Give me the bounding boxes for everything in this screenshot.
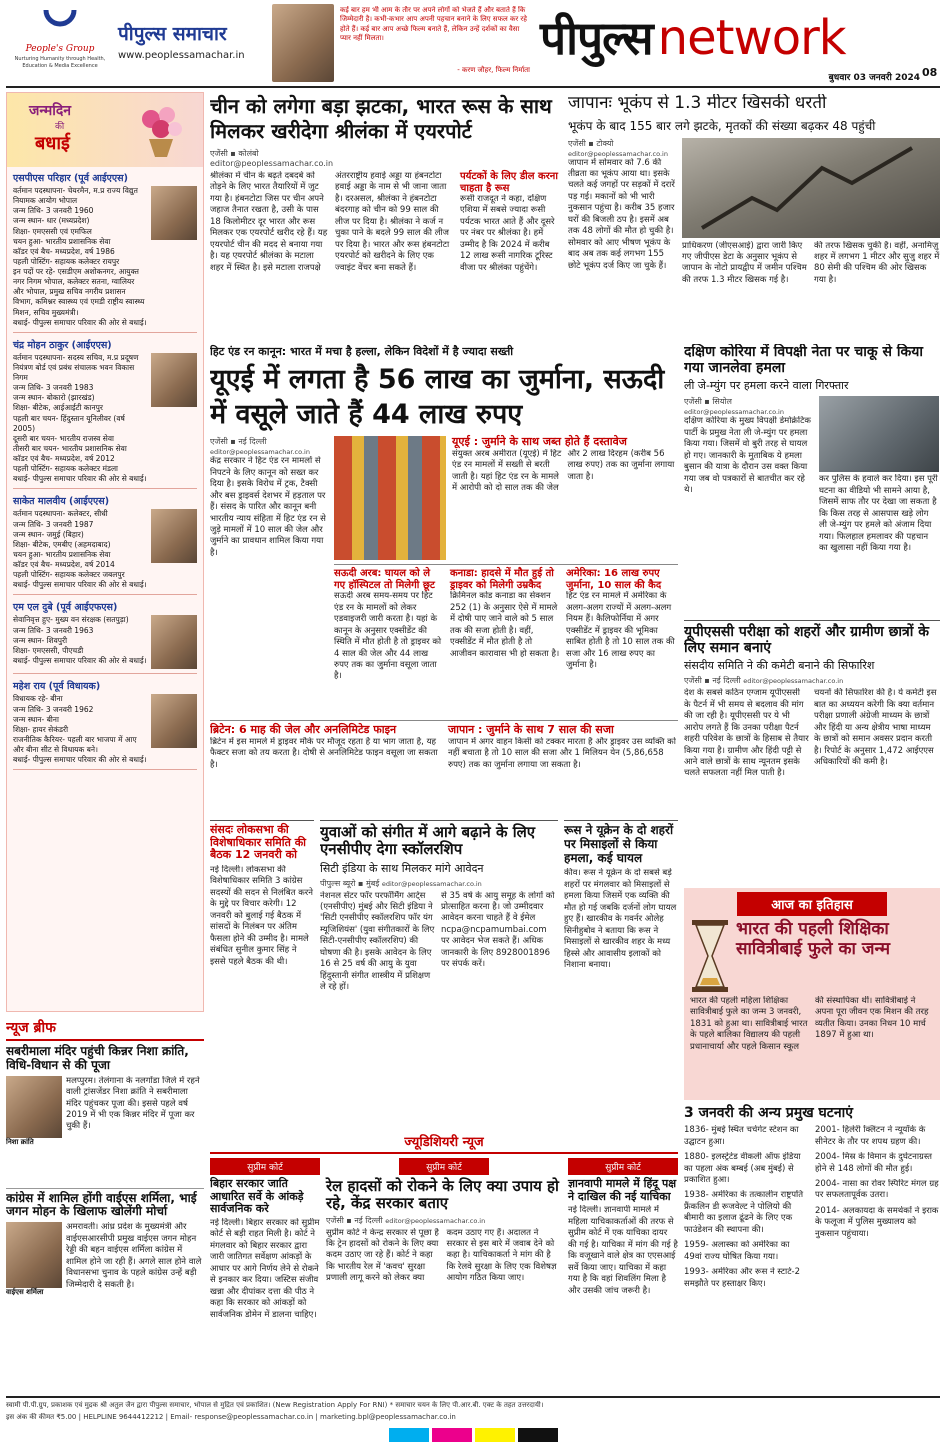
history-banner: आज का इतिहास <box>737 892 887 916</box>
birthday-list <box>7 167 203 779</box>
japan-story <box>568 94 940 338</box>
britain-body: ब्रिटेन में इस मामले में ड्राइवर मौके पर मौजूद रहता है या भाग जाता है, यह फैक्टर सजा को तय करता है। दोषी से अनलिमिटेड फाइन वसूला जा सकता है। <box>210 736 438 770</box>
birthday-detail: जन्म स्थान- धार (मध्यप्रदेश) <box>13 216 90 226</box>
brand-small-title: पीपुल्स समाचार <box>118 23 227 45</box>
birthday-detail: चयन हुआ- भारतीय प्रशासनिक सेवा <box>13 549 111 559</box>
story-subhead: ली जे-म्युंग पर हमला करने वाला गिरफ्तार <box>684 379 849 393</box>
brief-body: मलप्पुरम। तेलंगाना के नलगोंडा जिले में रहने वाली ट्रांसजेंडर निशा क्रांति ने सबरीमाला मंदिर पहुंचकर पूजा की। इससे पहले वर्ष 2019 में भी एक किन्नर मंदिर में पूजा कर चुकी हैं। <box>66 1075 200 1132</box>
story-body: नेशनल सेंटर फॉर परफॉर्मिंग आर्ट्स (एनसीपीए) मुंबई और सिटी इंडिया ने 'सिटी एनसीपीए स्कॉलरशिप फॉर यंग म्यूजिशियंस' (युवा संगीतकारों के लिए सिटी-एनसीपीए स्कॉलरशिप) की घोषणा की है। इसके आवेदन के लिए 16 से 25 वर्ष की आयु के युवा हिंदुस्तानी संगीत शास्त्रीय में प्रशिक्षण ले रहे हों। <box>320 890 435 993</box>
story-headline: यूपीएससी परीक्षा को शहरों और ग्रामीण छात्रों के लिए समान बनाएं <box>684 624 929 657</box>
story-subbody: रूसी राजदूत ने कहा, दक्षिण एशिया में सबसे ज्यादा रूसी पर्यटक भारत आते हैं और दूसरे पर नंबर पर श्रीलंका है। हमें उम्मीद है कि 2024 में करीब 12 लाख रूसी नागरिक टूरिस्ट वीजा पर श्रीलंका पहुंचेंगे। <box>460 194 555 273</box>
story-body: जापान में सोमवार को 7.6 की तीव्रता का भूकंप आया था। इसके चलते कई जगहों पर सड़कों में दरारें पड़ गई। मकानों को भी भारी नुकसान पहुंचा है। करीब 35 हजार घरों की बिजली ठप है। इसमें अब तक 48 लोगों की मौत हो चुकी है। सोमवार को आए भीषण भूकंप के बाद अब तक कई लगभग 155 छोटे भूकंप दर्ज किए जा चुके हैं। <box>568 157 675 271</box>
birthday-detail: विधायक रहे- बीना <box>13 694 63 704</box>
byline-city: सियोल <box>712 397 732 407</box>
issue-date: बुधवार 03 जनवरी 2024 <box>828 73 920 83</box>
history-event: 1993- अमेरिका और रूस ने स्टार्ट-2 समझौते पर हस्ताक्षर किए। <box>684 1267 800 1289</box>
birthday-person-name: एम एल दुबे (पूर्व आईएफएस) <box>13 602 118 614</box>
byline-city: नई दिल्ली <box>354 1215 383 1225</box>
birthday-entry <box>13 600 197 674</box>
byline-agency: एजेंसी <box>568 138 586 148</box>
network-title-english: network <box>657 10 846 66</box>
news-brief-item <box>6 1188 204 1335</box>
judiciary-banner: ज्यूडिशियरी न्यूज <box>210 1132 678 1154</box>
story-subhead: भूकंप के बाद 155 बार लगे झटके, मृतकों की संख्या बढ़कर 48 पहुंची <box>568 118 876 133</box>
birthday-detail: जन्म तिथि- 3 जनवरी 1987 <box>13 519 94 529</box>
birthday-person-name: साकेत मालवीय (आईएएस) <box>13 496 110 508</box>
birthday-detail: चयन हुआ- भारतीय प्रशासनिक सेवा <box>13 236 111 246</box>
footer-line-2: इस अंक की कीमत ₹5.00 | HELPLINE 9644412212 | Email- response@peoplessamachar.co.in | marketing.bpl@peoplessamachar.co.in <box>6 1413 456 1421</box>
byline-email: editor@peoplessamachar.co.in <box>210 448 310 457</box>
brief-photo-caption: वाईएस शर्मिला <box>6 1288 44 1297</box>
birthday-detail: सेवानिवृत्त हुए- मुख्य वन संरक्षक (सतपुड़ा) <box>13 615 129 625</box>
color-registration-bar <box>6 1428 940 1442</box>
birthday-detail: बधाई- पीपुल्स समाचार परिवार की ओर से बधाई। <box>13 755 147 765</box>
story-body-2: प्राधिकरण (जीएसआई) द्वारा जारी किए गए जीपीएस डेटा के अनुसार भूकंप से जापान के नोटो प्रायद्वीप में जमीन पश्चिम की तरफ 1.3 मीटर खिसक गई है। <box>682 240 807 285</box>
events-left-list <box>684 1125 809 1294</box>
birthday-banner <box>7 93 203 167</box>
bihar-head: बिहार सरकार जाति आधारित सर्वे के आंकड़े सार्वजनिक करे <box>210 1177 304 1216</box>
birthday-detail: जन्म तिथि- 3 जनवरी 1983 <box>13 383 94 393</box>
birthday-detail: वर्तमान पदस्थापना- कलेक्टर, सीधी <box>13 509 108 519</box>
byline-email: editor@peoplessamachar.co.in <box>210 159 334 168</box>
story-byline: पीपुल्स ब्यूरो ▪ मुंबई editor@peoplessamachar.co.in <box>320 878 482 888</box>
birthday-column <box>6 92 204 1012</box>
footer <box>6 1396 940 1450</box>
birthday-person-name: महेश राय (पूर्व विधायक) <box>13 681 101 693</box>
birthday-detail: जन्म स्थान- बोकारो (झारखंड) <box>13 393 95 403</box>
birthday-person-photo <box>151 694 197 748</box>
brief-headline: सबरीमाला मंदिर पहुंची किन्नर निशा क्रांति, विधि-विधान से की पूजा <box>6 1044 189 1072</box>
network-title-hindi: पीपुल्स <box>540 11 653 65</box>
birthday-detail: शिक्षा- बीटेक, आईआईटी कानपुर <box>13 403 103 413</box>
usa-body: हिट एंड रन मामले में अमेरिका के अलग-अलग राज्यों में अलग-अलग नियम हैं। कैलिफोर्निया में अगर एक्सीडेंट में ड्राइवर की भूमिका साबित होती है तो 10 साल तक की सजा और 16 लाख रुपए का जुर्माना है। <box>566 591 675 670</box>
birthday-detail: पहली बार चयन- हिंदुस्तान यूनिलीवर (वर्ष 2005) <box>13 413 125 433</box>
saudi-head: सऊदी अरब: घायल को ले गए हॉस्पिटल तो मिलेगी छूट <box>334 568 435 591</box>
uae-head: यूएई : जुर्माने के साथ जब्त होते हैं दस्तावेज <box>452 435 627 449</box>
story-body: दक्षिण कोरिया के मुख्य विपक्षी डेमोक्रेटिक पार्टी के प्रमुख नेता ली जे-म्युंग पर हमला किया गया। जिसमें वो बुरी तरह से घायल हो गए। जानकारी के मुताबिक ये हमला बुसान की यात्रा के दौरान उस वक्त किया गया जब वो पत्रकारों से बातचीत कर रहे थे। <box>684 416 811 495</box>
saudi-body: सऊदी अरब समय-समय पर हिट एंड रन के मामलों को लेकर एडवाइजरी जारी करता है। यहां के कानून के अनुसार एक्सीडेंट की स्थिति में मौत होती है तो ड्राइवर को 4 साल की जेल और 44 लाख रुपए तक का जुर्माना वसूला जाता है। <box>334 591 442 682</box>
flower-bouquet-icon <box>131 99 191 159</box>
birthday-detail: पहली पोस्टिंग- सहायक कलेक्टर रायपुर <box>13 256 120 266</box>
road-crack-icon <box>682 138 940 238</box>
judiciary-section <box>210 1132 678 1390</box>
story-kicker: हिट एंड रन कानून: भारत में मचा है हल्ला, लेकिन विदेशों में है ज्यादा सख्ती <box>210 345 514 358</box>
birthday-entry <box>13 171 197 333</box>
story-body: श्रीलंका में चीन के बढ़ते दबदबे को तोड़ने के लिए भारत तैयारियों में जुट गया है। हंबनटोटा जिस पर चीन अपने जहाज तैनात रखता है, उसी के पास 18 किलोमीटर दूर भारत और रूस मिलकर एक एयरपोर्ट खरीद रहे हैं। यह एयरपोर्ट चीन की मदद से बनाया गया है। यह एयरपोर्ट श्रीलंका के मटाला शहर में स्थित है। इसे मटाला राजपक्षे अंतरराष्ट्रीय हवाई अड्डा या हंबनटोटा हवाई अड्डा के नाम से भी जाना जाता है। दरअसल, श्रीलंका ने हंबनटोटा बंदरगाह को चीन को 99 साल की लीज पर दिया है। श्रीलंका ने कर्ज न चुका पाने के बदले 99 साल की लीज पर दिया है। भारत और रूस हंबनटोटा एयरपोर्ट को खरीदने के लिए एक ज्वाइंट वेंचर बना सकते हैं। <box>210 171 450 273</box>
byline-city: मुंबई <box>366 878 380 888</box>
trucks-strike-photo <box>334 436 446 560</box>
website-link[interactable]: www.peoplessamachar.in <box>118 50 245 61</box>
brief-photo <box>6 1222 62 1288</box>
rail-byline: एजेंसी ▪ नई दिल्ली editor@peoplessamachar.co.in <box>326 1215 486 1225</box>
gyan-head: ज्ञानवापी मामले में हिंदू पक्ष ने दाखिल की नई याचिका <box>568 1177 677 1203</box>
story-headline: रूस ने यूक्रेन के दो शहरों पर मिसाइलों से किया हमला, कई घायल <box>564 823 674 865</box>
birthday-entry <box>13 338 197 490</box>
story-headline: चीन को लगेगा बड़ा झटका, भारत रूस के साथ मिलकर खरीदेगा श्रीलंका में एयरपोर्ट <box>210 94 552 143</box>
brand-small <box>118 20 268 61</box>
events-right-list <box>815 1125 940 1294</box>
byline-agency: एजेंसी <box>210 437 228 447</box>
birthday-detail: शिक्षा- एमएससी, पीएचडी <box>13 645 84 655</box>
story-subhead: संसदीय समिति ने की कमेटी बनाने की सिफारिश <box>684 659 875 673</box>
birthday-person-photo <box>151 509 197 563</box>
story-headline: संसदः लोकसभा की विशेषाधिकार समिति की बैठक 12 जनवरी को <box>210 823 306 862</box>
brief-body: अमरावती। आंध्र प्रदेश के मुख्यमंत्री और वाईएसआरसीपी प्रमुख वाईएस जगन मोहन रेड्डी की बहन वाईएस शर्मिला कांग्रेस में शामिल होने जा रही हैं। अगले साल होने वाले विधानसभा चुनाव के पहले कांग्रेस उन्हें बड़ी जिम्मेदारी दे सकती है। <box>66 1222 202 1290</box>
upsc-story <box>684 620 940 882</box>
birthday-detail: बधाई- पीपुल्स समाचार परिवार की ओर से बधाई। <box>13 474 147 484</box>
birthday-detail: बधाई- पीपुल्स समाचार परिवार की ओर से बधाई। <box>13 580 147 590</box>
birthday-detail: इन पदों पर रहे- एसडीएम अशोकनगर, आयुक्त नगर निगम भोपाल, कलेक्टर सतना, ग्वालियर और भोपाल, प्रमुख सचिव नगरीय प्रशासन विभाग, कमिश्नर स्वास्थ्य एवं एमडी राष्ट्रीय स्वास्थ्य मिशन, सचिव मुख्यमंत्री। <box>13 267 145 317</box>
history-box <box>684 888 940 1100</box>
birthday-detail: वर्तमान पदस्थापना- चेयरमैन, म.प्र राज्य विद्युत नियामक आयोग भोपाल <box>13 186 138 206</box>
birthday-detail: जन्म स्थान- जमुई (बिहार) <box>13 529 84 539</box>
news-brief <box>6 1018 204 1388</box>
earthquake-road-photo <box>682 138 940 238</box>
birthday-title-top: जन्मदिन <box>29 103 72 119</box>
brief-photo <box>6 1076 62 1138</box>
rail-body: सुप्रीम कोर्ट ने केन्द्र सरकार से पूछा है कि ट्रेन हादसों को रोकने के लिए क्या कदम उठाए जा रहे हैं। कोर्ट ने कहा कि भारतीय रेल में 'कवच' सुरक्षा प्रणाली लागू करने को लेकर क्या कदम उठाए गए हैं। अदालत ने सरकार से इस बारे में जवाब देने को कहा है। याचिकाकर्ता ने मांग की है कि रेलवे सुरक्षा के लिए एक विशेषज्ञ आयोग गठित किया जाए। <box>326 1227 557 1284</box>
peoples-group-logo <box>10 6 110 84</box>
birthday-detail: बधाई- पीपुल्स समाचार परिवार की ओर से बधाई। <box>13 655 147 665</box>
korea-story <box>684 344 940 614</box>
story-headline: युवाओं को संगीत में आगे बढ़ाने के लिए एनसीपीए देगा स्कॉलरशिप <box>320 823 536 859</box>
birthday-detail: पहली पोस्टिंग- सहायक कलेक्टर मंडला <box>13 464 118 474</box>
byline-city: नई दिल्ली <box>712 676 741 686</box>
story-byline: एजेंसी ▪ सियोल editor@peoplessamachar.co.in <box>684 397 784 417</box>
quote-author-photo <box>272 4 334 82</box>
birthday-detail: पहली पोस्टिंग- सहायक कलेक्टर जबलपुर <box>13 570 125 580</box>
birthday-detail: कॉडर एवं बैच- मध्यप्रदेश, वर्ष 2012 <box>13 454 115 463</box>
byline-city: कोलंबो <box>238 149 259 158</box>
birthday-detail: राजनीतिक कैरियर- पहली बार भाजपा में आए और बीना सीट से विधायक बने। <box>13 734 137 754</box>
music-story <box>320 820 558 1146</box>
birthday-detail: कॉडर एवं बैच- मध्यप्रदेश, वर्ष 2014 <box>13 560 115 569</box>
story-body-2: से 35 वर्ष के आयु समूह के लोगों को प्रोत्साहित करना है। जो उम्मीदवार आवेदन करना चाहते हैं वे ईमेल ncpa@ncpamumbai.com पर आवेदन भेज सकते हैं। अधिक जानकारी के लिए 8928001896 पर संपर्क करें। <box>441 890 555 970</box>
attack-photo <box>819 396 939 472</box>
history-event: 2001- हिलेरी क्लिंटन ने न्यूयॉर्क के सीनेटर के तौर पर शपथ ग्रहण की। <box>815 1125 926 1147</box>
quote-text: कई बार हम भी आम के तौर पर अपने लोगों को भेजते हैं और बताते हैं कि जिम्मेदारी है। कभी-कभार आप अपनी पहचान बनाने के लिए सफल कर रहे होते हैं। कई बार आप अच्छे फिल्म बनाते हैं, लेकिन उन्हें दर्शकों का वैसा प्यार नहीं मिलता। <box>340 6 528 43</box>
bihar-body: नई दिल्ली। बिहार सरकार को सुप्रीम कोर्ट से बड़ी राहत मिली है। कोर्ट ने मंगलवार को बिहार सरकार द्वारा जारी जातिगत सर्वेक्षण आंकड़ों के आधार पर आगे निर्णय लेने से रोकने से इनकार कर दिया। जस्टिस संजीव खन्ना और दीपांकर दत्ता की पीठ ने कहा कि सरकार को आंकड़ों को सार्वजनिक डोमेन में डालना चाहिए। <box>210 1217 320 1320</box>
story-byline: एजेंसी ▪ टोक्यो editor@peoplessamachar.co.in <box>568 138 668 158</box>
japan-law-body: जापान में अगर वाहन किसी को टक्कर मारता है और ड्राइवर उस व्यक्ति को नहीं बचाता है तो 10 साल की सजा और 1 मिलियन येन (5,86,658 रुपए) तक का जुर्माना लगाया जा सकता है। <box>448 736 676 770</box>
birthday-person-name: एसपीएस परिहार (पूर्व आईएएस) <box>13 173 128 184</box>
birthday-detail: शिक्षा- बीटेक, एमबीए (अहमदाबाद) <box>13 539 111 549</box>
history-event: 1836- मुंबई स्थित चर्चगेट स्टेशन का उद्घाटन हुआ। <box>684 1125 799 1147</box>
bihar-tag: सुप्रीम कोर्ट <box>210 1158 320 1175</box>
usa-head: अमेरिका: 16 लाख रुपए जुर्माना, 10 साल की कैद <box>566 568 662 591</box>
canada-body: क्रिमिनल कोड कनाडा का सेक्शन 252 (1) के अनुसार ऐसे में मामले में दोषी पाए जाने वाले को 5 साल तक की सजा होती है। वहीं, एक्सीडेंट में मौत होती है तो आजीवन कारावास भी हो सकता है। <box>450 591 560 659</box>
britain-head: ब्रिटेन: 6 माह की जेल और अनलिमिटेड फाइन <box>210 723 397 737</box>
canada-head: कनाडा: हादसे में मौत हुई तो ड्राइवर को मिलेगी उम्रकैद <box>450 568 554 591</box>
story-subhead: पर्यटकों के लिए डील करना चाहता है रूस <box>460 171 558 194</box>
history-body: भारत की पहली महिला शिक्षिका सावित्रीबाई फुले का जन्म 3 जनवरी, 1831 को हुआ था। सावित्रीबाई भारत के पहले बालिका विद्यालय की पहली प्रधानाचार्या और पहले किसान स्कूल की संस्थापिका थीं। सावित्रीबाई ने अपना पूरा जीवन एक मिशन की तरह व्यतीत किया। उनका निधन 10 मार्च 1897 में हुआ था। <box>690 996 929 1052</box>
japan-law-head: जापान : जुर्माने के साथ 7 साल की सजा <box>448 723 614 737</box>
birthday-detail: जन्म तिथि- 3 जनवरी 1962 <box>13 704 94 714</box>
byline-agency: एजेंसी <box>210 149 228 158</box>
byline-agency: पीपुल्स ब्यूरो <box>320 878 356 888</box>
story-subhead: सिटी इंडिया के साथ मिलकर मांगे आवेदन <box>320 861 484 875</box>
birthday-detail: शिक्षा- एमएससी एवं एमफिल <box>13 226 92 236</box>
birthday-detail: कॉडर एवं बैच- मध्यप्रदेश, वर्ष 1986 <box>13 246 115 256</box>
history-event: 1938- अमेरिका के तत्कालीन राष्ट्रपति फ्रैंकलिन डी रूजवेल्ट ने पोलियो की बीमारी का इलाज ढूंढने के लिए एक फाउंडेशन की स्थापना की। <box>684 1190 804 1235</box>
story-body: कीव। रूस ने यूक्रेन के दो सबसे बड़े शहरों पर मंगलवार को मिसाइलों से हमला किया जिसमें एक व्यक्ति की मौत हो गई जबकि दर्जनों लोग घायल हुए हैं। खारकीव के गवर्नर ओलेह सिनीहुबोव ने बताया कि रूस ने मिसाइलों से खारकीव शहर के मध्य हिस्से और आवासीय इलाकों को निशाना बनाया। <box>564 868 677 971</box>
story-headline: दक्षिण कोरिया में विपक्षी नेता पर चाकू से किया गया जानलेवा हमला <box>684 344 923 377</box>
history-event: 1880- इलस्ट्रेटेड वीकली ऑफ इंडिया का पहला अंक बम्बई (अब मुंबई) से प्रकाशित हुआ। <box>684 1152 801 1185</box>
story-byline: एजेंसी ▪ नई दिल्ली editor@peoplessamachar.co.in <box>684 676 844 686</box>
byline-email: editor@peoplessamachar.co.in <box>385 1216 486 1225</box>
history-event: 2004- मिस्र के विमान के दुर्घटनाग्रस्त होने से 148 लोगों की मौत हुई। <box>815 1152 932 1174</box>
history-section <box>684 888 940 1390</box>
hit-run-story <box>210 344 678 814</box>
birthday-entry <box>13 494 197 595</box>
birthday-title-mid: की <box>55 122 65 132</box>
history-event: 1959- अलास्का को अमेरिका का 49वां राज्य घोषित किया गया। <box>684 1240 790 1262</box>
birthday-detail: तीसरी बार चयन- भारतीय प्रशासनिक सेवा <box>13 443 127 453</box>
story-body-3: की तरफ खिसक चुकी है। वहीं, अनामिज़ु शहर में लगभग 1 मीटर और सुजु शहर में 80 सेमी की पश्चिम की ओर खिसक गया है। <box>814 240 940 285</box>
quote-author: - करण जौहर, फिल्म निर्माता <box>457 66 530 74</box>
byline-agency: एजेंसी <box>684 676 702 686</box>
peoples-group-name: People's Group <box>25 44 95 54</box>
page-number: 08 <box>922 66 938 79</box>
news-brief-title: न्यूज ब्रीफ <box>6 1018 204 1041</box>
byline-city: नई दिल्ली <box>238 437 267 447</box>
hourglass-icon <box>690 920 730 992</box>
byline-agency: एजेंसी <box>684 397 702 407</box>
birthday-person-photo <box>151 353 197 407</box>
news-brief-item <box>6 1045 204 1184</box>
peoples-group-tagline: Nurturing Humanity through Health, Education & Media Excellence <box>14 56 106 69</box>
byline-email: editor@peoplessamachar.co.in <box>381 879 482 888</box>
birthday-entry <box>13 679 197 770</box>
story-body: देश के सबसे कठिन एग्जाम यूपीएससी के पैटर्न में भी समय से बदलाव की मांग की जा रही है। यूपीएससी पर ये भी आरोप लगते हैं कि उनका परीक्षा पैटर्न शहरी परिवेश के छात्रों के हिसाब से तैयार किया गया है। ग्रामीण और हिंदी पट्टी से आने वाले छात्रों के साथ न्यूनतम इसके चलते सफलता नहीं मिल पाती है। <box>684 688 809 779</box>
story-body: नई दिल्ली। लोकसभा की विशेषाधिकार समिति 3 कांग्रेस सदस्यों की सदन से निलंबित करने के मुद्दे पर विचार करेगी। 12 जनवरी को बुलाई गई बैठक में सांसदों के निलंबन पर अंतिम फैसला होने की उम्मीद है। मामले संबंधित सुनील कुमार सिंह ने इससे पहले बैठक की थी। <box>210 864 313 967</box>
sansad-story <box>210 820 314 1146</box>
birthday-detail: जन्म तिथि- 3 जनवरी 1963 <box>13 625 94 635</box>
birthday-person-name: चंद्र मोहन ठाकुर (आईएएस) <box>13 339 112 351</box>
masthead <box>0 0 945 88</box>
story-headline: यूएई में लगता है 56 लाख का जुर्माना, सऊदी में वसूले जाते हैं 44 लाख रुपए <box>210 364 665 431</box>
story-body: केंद्र सरकार ने हिट एंड रन मामलों से निपटने के लिए कानून को सख्त कर दिया है। इसके विरोध में ट्रक, टैक्सी और बस ड्राइवर्स देशभर में हड़ताल पर हैं। संसद के पारित और कानून बनी भारतीय न्याय संहिता में हिट एंड रन से जुड़े मामलों में 10 साल की जेल और जुर्माने का प्रावधान शामिल किया गया है। <box>210 456 326 558</box>
quote-box <box>340 6 530 84</box>
history-event: 2014- अलकायदा के समर्थकों ने इराक के फलूजा में पुलिस मुख्यालय को नुकसान पहुंचाया। <box>815 1205 939 1239</box>
masthead-rule <box>6 86 940 88</box>
birthday-detail: जन्म स्थान- शिवपुरी <box>13 635 68 645</box>
story-byline: एजेंसी ▪ नई दिल्ली editor@peoplessamachar.co.in <box>210 437 310 457</box>
birthday-detail: दूसरी बार चयन- भारतीय राजस्व सेवा <box>13 433 114 443</box>
footer-line-1: स्वामी पी.पी.ग्रुप, प्रकाशक एवं मुद्रक श्री अतुल जैन द्वारा पीपुल्स समाचार, भोपाल से मुद्रित एवं प्रकाशित। (New Registration Apply For RNI) * समाचार चयन के लिए पी.आर.बी. एक्ट के तहत उत्तरदायी। <box>6 1401 544 1409</box>
byline-agency: एजेंसी <box>326 1215 344 1225</box>
birthday-title-bottom: बधाई <box>35 133 70 154</box>
birthday-detail: जन्म स्थान- बीना <box>13 714 59 724</box>
byline-email: editor@peoplessamachar.co.in <box>743 677 844 686</box>
rail-head: रेल हादसों को रोकने के लिए क्या उपाय हो रहे, केंद्र सरकार बताए <box>326 1177 559 1213</box>
story-body-2: चयनों की सिफारिश की है। ये कमेटी इस बात का अध्ययन करेगी कि क्या वर्तमान परीक्षा प्रणाली अंग्रेजी माध्यम के छात्रों और हिंदी या अन्य क्षेत्रीय भाषा माध्यम के छात्रों को समान अवसर प्रदान करती है। रिपोर्ट के अनुसार 1,472 आईएएस अधिकारियों की कमी है। <box>814 688 937 767</box>
birthday-detail: बधाई- पीपुल्स समाचार परिवार की ओर से बधाई। <box>13 317 147 327</box>
story-body-2: कर पुलिस के हवाले कर दिया। इस पूरी घटना का वीडियो भी सामने आया है, जिसमें साफ तौर पर देखा जा सकता है कि किस तरह से आसपास खड़े लोग ली जे-म्युंग पर हमले को अंजाम दिया गया। फिलहाल हमलावर की पहचान का खुलासा नहीं किया गया है। <box>819 474 938 553</box>
brief-photo-caption: निशा क्रांति <box>6 1137 34 1146</box>
uae-body: संयुक्त अरब अमीरात (यूएई) में हिट एंड रन मामलों में सख्ती से बरती जाती है। यहां हिट एंड रन के मामले में आरोपी को दो साल तक की जेल और 2 लाख दिरहम (करीब 56 लाख रुपए) तक का जुर्माना लगाया जाता है। <box>452 448 675 494</box>
byline-city: टोक्यो <box>596 138 614 148</box>
birthday-detail: जन्म तिथि- 3 जनवरी 1960 <box>13 206 94 216</box>
byline-email: editor@peoplessamachar.co.in <box>568 149 668 158</box>
horseshoe-logo-icon <box>40 6 80 38</box>
history-event: 2004- नासा का रोवर स्पिरिट मंगल ग्रह पर सफलतापूर्वक उतरा। <box>815 1178 939 1201</box>
gyan-body: नई दिल्ली। ज्ञानवापी मामले में महिला याचिकाकर्ताओं की तरफ से सुप्रीम कोर्ट में एक याचिका दायर की गई है। याचिका में मांग की गई है कि वजूखाने वाले क्षेत्र का एएसआई सर्वे किया जाए। याचिका में कहा गया है कि वहां शिवलिंग मिला है और उसकी जांच जरूरी है। <box>568 1205 678 1296</box>
birthday-person-photo <box>151 615 197 669</box>
russia-story <box>564 820 678 1146</box>
network-title <box>540 6 940 66</box>
story-headline: जापानः भूकंप से 1.3 मीटर खिसकी धरती <box>568 94 827 113</box>
birthday-detail: वर्तमान पदस्थापना- सदस्य सचिव, म.प्र प्रदूषण नियंत्रण बोर्ड एवं प्रबंध संचालक भवन विकास निगम <box>13 352 139 382</box>
birthday-detail: शिक्षा- हायर सेकंडरी <box>13 724 69 734</box>
events-head: 3 जनवरी की अन्य प्रमुख घटनाएं <box>684 1105 853 1121</box>
gyan-tag: सुप्रीम कोर्ट <box>568 1158 678 1175</box>
china-story <box>210 94 562 338</box>
brief-headline: कांग्रेस में शामिल होंगी वाईएस शर्मिला, भाई जगन मोहन के खिलाफ खोलेंगी मोर्चा <box>6 1190 197 1219</box>
rail-tag: सुप्रीम कोर्ट <box>399 1158 489 1175</box>
byline-email: editor@peoplessamachar.co.in <box>684 408 784 417</box>
story-byline: एजेंसी ▪ कोलंबो editor@peoplessamachar.co.in <box>210 149 334 168</box>
history-headline: भारत की पहली शिक्षिका सावित्रीबाई फुले का जन्म <box>736 919 891 959</box>
birthday-person-photo <box>151 186 197 240</box>
